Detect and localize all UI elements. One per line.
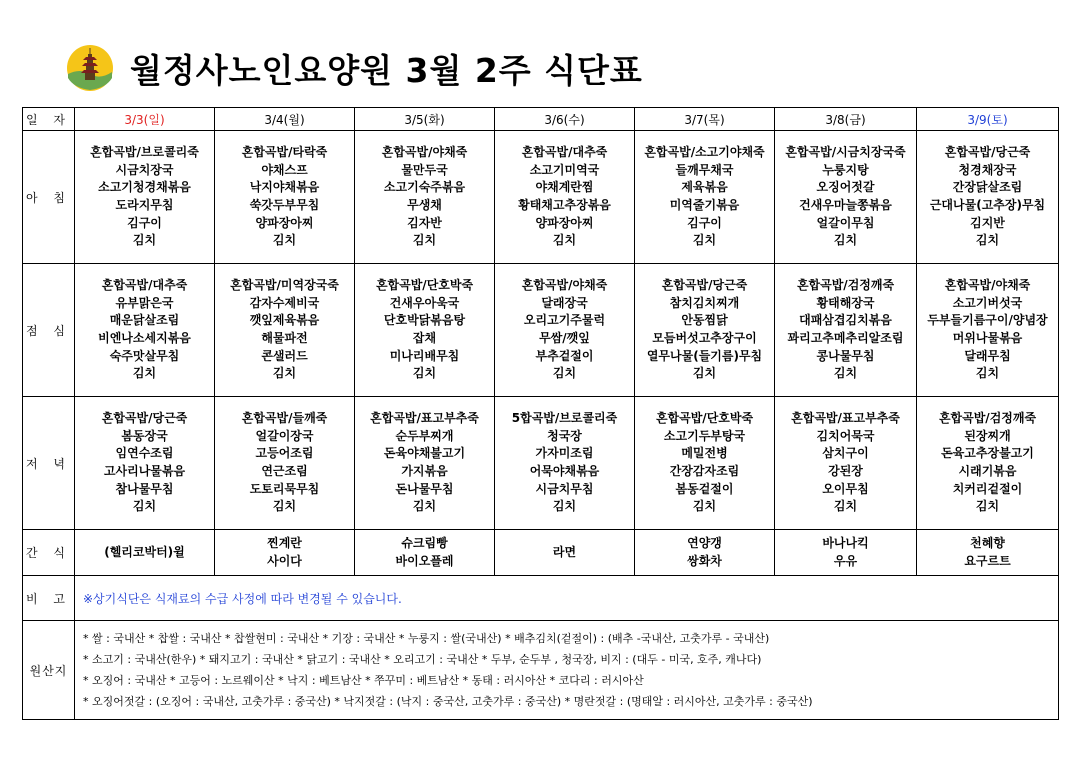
row-label-lunch: 점 심 <box>23 264 75 397</box>
dish-item: 양파장아찌 <box>535 215 594 230</box>
dish-item: 김치 <box>552 233 577 248</box>
dish-item: 혼합곡밥/당근죽 <box>661 277 748 292</box>
dish-item: 소고기버섯국 <box>952 295 1023 310</box>
dish-item: 바나나킥 <box>822 535 869 550</box>
row-label-snack: 간 식 <box>23 530 75 576</box>
dish-item: 혼합곡밥/브로콜리죽 <box>90 144 199 159</box>
dish-item: 강된장 <box>828 464 863 478</box>
dish-item: 김치 <box>692 366 717 381</box>
dish-item: 우유 <box>833 553 858 568</box>
dish-item: 양파장아찌 <box>255 215 314 230</box>
dish-item: 순두부찌개 <box>395 428 454 443</box>
meal-cell <box>355 397 495 530</box>
dish-item: 봄동장국 <box>121 428 168 443</box>
meal-cell <box>75 530 215 576</box>
dish-item: 건새우마늘쫑볶음 <box>799 198 892 212</box>
meal-cell <box>775 530 917 576</box>
dish-item: 깻잎제육볶음 <box>249 313 320 328</box>
dish-item: 미역줄기볶음 <box>669 198 740 212</box>
dish-item: 제육볶음 <box>681 180 728 195</box>
dish-item: 김치 <box>272 499 297 514</box>
origin-line: * 소고기 : 국내산(한우) * 돼지고기 : 국내산 * 닭고기 : 국내산 * 오리고기 : 국내산 * 두부, 순두부 , 청국장, 비지 : (대두 - 미국, 호주, 캐나다) <box>83 653 762 666</box>
dish-item: 혼합곡밥/들깨죽 <box>241 410 328 425</box>
dish-item: 건새우아욱국 <box>389 295 460 310</box>
dish-item: 김치 <box>272 366 297 381</box>
meal-cell <box>215 131 355 264</box>
dish-item: 들깨무채국 <box>675 162 734 177</box>
dish-item: 혼합곡밥/대추죽 <box>521 144 608 159</box>
dish-item: 혼합곡밥/시금치장국죽 <box>785 144 906 159</box>
dish-item: 숙주맛살무침 <box>109 348 180 363</box>
dish-item: 두부들기름구이/양념장 <box>927 313 1048 328</box>
dish-item: 어묵야채볶음 <box>529 464 600 478</box>
dish-item: 혼합곡밥/타락죽 <box>241 144 328 159</box>
dish-item: 낙지야채볶음 <box>249 180 320 195</box>
dish-item: 콘샐러드 <box>261 348 308 363</box>
meal-cell <box>775 131 917 264</box>
origin-line: * 쌀 : 국내산 * 찹쌀 : 국내산 * 찹쌀현미 : 국내산 * 기장 : 국내산 * 누룽지 : 쌀(국내산) * 배추김치(겉절이) : (배추 -국내산, 고춧가루 - 국내산) <box>83 632 770 645</box>
day-header: 3/7(목) <box>635 108 775 131</box>
dish-item: 김치 <box>975 499 1000 514</box>
dish-item: 청경채장국 <box>958 162 1017 177</box>
meal-cell <box>75 264 215 397</box>
dish-item: 부추겉절이 <box>535 348 594 363</box>
dish-item: 시래기볶음 <box>958 464 1017 478</box>
row-label-note: 비 고 <box>23 576 75 621</box>
dish-item: 가자미조림 <box>535 446 594 461</box>
dish-item: 돈육고추장불고기 <box>941 446 1034 461</box>
dish-item: 콩나물무침 <box>816 348 875 363</box>
origin-row <box>23 621 1059 720</box>
dish-item: 김치 <box>975 233 1000 248</box>
meal-cell <box>495 530 635 576</box>
dish-item: 해물파전 <box>261 331 308 345</box>
dish-item: 무쌈/깻잎 <box>539 331 590 345</box>
dish-item: 김치 <box>692 499 717 514</box>
dish-item: 황태해장국 <box>816 295 875 310</box>
dish-item: 돈육야채불고기 <box>383 446 466 461</box>
dish-item: 봄동겉절이 <box>675 481 734 496</box>
origin-line: * 오징어젓갈 : (오징어 : 국내산, 고춧가루 : 중국산) * 낙지젓갈 : (낙지 : 중국산, 고춧가루 : 중국산) * 명란젓갈 : (명태알 : 러시아산, 고춧가루 : 중국산) <box>83 695 813 708</box>
dish-item: 혼합곡밥/검정깨죽 <box>796 277 895 292</box>
dish-item: 김치 <box>552 366 577 381</box>
meal-cell <box>215 530 355 576</box>
row-label-date: 일 자 <box>23 108 75 131</box>
snack-row <box>23 530 1059 576</box>
dish-item: 달래무침 <box>964 348 1011 363</box>
dish-item: 혼합곡밥/표고부추죽 <box>370 410 479 425</box>
dish-item: 김치 <box>692 233 717 248</box>
dish-item: 슈크림빵 <box>401 535 448 550</box>
meal-cell <box>917 131 1059 264</box>
dish-item: 유부맑은국 <box>115 295 174 310</box>
dish-item: 시금치장국 <box>115 162 174 177</box>
meal-cell <box>215 264 355 397</box>
day-header: 3/8(금) <box>775 108 917 131</box>
dish-item: 김치 <box>552 499 577 514</box>
dish-item: 꽈리고추메추리알조림 <box>787 331 904 345</box>
dish-item: 혼합곡밥/당근죽 <box>101 410 188 425</box>
dinner-row <box>23 397 1059 530</box>
dish-item: 오리고기주물럭 <box>523 313 606 328</box>
dish-item: 물만두국 <box>401 162 448 177</box>
dish-item: 혼합곡밥/야채죽 <box>381 144 468 159</box>
dish-item: 김구이 <box>687 215 722 230</box>
dish-item: 삼치구이 <box>822 446 869 461</box>
dish-item: 김치 <box>412 366 437 381</box>
dish-item: 김치 <box>975 366 1000 381</box>
dish-item: 비엔나소세지볶음 <box>98 331 191 345</box>
dish-item: 얼갈이장국 <box>255 428 314 443</box>
breakfast-row <box>23 131 1059 264</box>
day-header: 3/9(토) <box>917 108 1059 131</box>
dish-item: 얼갈이무침 <box>816 215 875 230</box>
dish-item: 된장찌개 <box>964 428 1011 443</box>
dish-item: 청국장 <box>547 428 582 443</box>
dish-item: 혼합곡밥/대추죽 <box>101 277 188 292</box>
meal-cell <box>917 397 1059 530</box>
dish-item: 혼합곡밥/야채죽 <box>944 277 1031 292</box>
meal-cell <box>635 397 775 530</box>
dish-item: 혼합곡밥/당근죽 <box>944 144 1031 159</box>
dish-item: 고등어조림 <box>255 446 314 461</box>
meal-cell <box>635 530 775 576</box>
dish-item: 요구르트 <box>964 553 1011 568</box>
dish-item: 혼합곡밥/야채죽 <box>521 277 608 292</box>
meal-cell <box>917 530 1059 576</box>
dish-item: 쌍화차 <box>687 553 722 568</box>
dish-item: 머위나물볶음 <box>952 331 1023 345</box>
day-header: 3/6(수) <box>495 108 635 131</box>
dish-item: 무생채 <box>407 198 442 212</box>
dish-item: 도토리묵무침 <box>249 481 320 496</box>
meal-cell <box>355 264 495 397</box>
origin-line: * 오징어 : 국내산 * 고등어 : 노르웨이산 * 낙지 : 베트남산 * 쭈꾸미 : 베트남산 * 동태 : 러시아산 * 코다리 : 러시아산 <box>83 674 644 687</box>
dish-item: 5합곡밥/브로콜리죽 <box>511 410 618 425</box>
dish-item: 소고기숙주볶음 <box>383 180 466 195</box>
dish-item: 누룽지탕 <box>822 162 869 177</box>
dish-item: 혼합곡밥/검정깨죽 <box>938 410 1037 425</box>
row-label-breakfast: 아 침 <box>23 131 75 264</box>
meal-cell <box>75 131 215 264</box>
dish-item: 바이오플레 <box>395 553 454 568</box>
meal-cell <box>495 131 635 264</box>
dish-item: 혼합곡밥/미역장국죽 <box>230 277 339 292</box>
note-row <box>23 576 1059 621</box>
dish-item: 대패삼겹김치볶음 <box>799 313 892 328</box>
meal-cell <box>635 131 775 264</box>
dish-item: 시금치무침 <box>535 481 594 496</box>
dish-item: 가지볶음 <box>401 464 448 478</box>
dish-item: 김치 <box>412 499 437 514</box>
dish-item: 고사리나물볶음 <box>103 464 186 478</box>
meal-cell <box>215 397 355 530</box>
dish-item: 김치어묵국 <box>816 428 875 443</box>
dish-item: 혼합곡밥/단호박죽 <box>655 410 754 425</box>
dish-item: 참치김치찌개 <box>669 295 740 310</box>
row-label-origin: 원산지 <box>23 621 75 720</box>
day-header: 3/5(화) <box>355 108 495 131</box>
dish-item: 메밀전병 <box>681 446 728 461</box>
menu-table <box>22 107 1059 720</box>
dish-item: 김지반 <box>970 215 1005 230</box>
dish-item: 김치 <box>272 233 297 248</box>
dish-item: 김자반 <box>407 215 442 230</box>
meal-cell <box>495 397 635 530</box>
dish-item: 안동찜닭 <box>681 313 728 328</box>
meal-cell <box>495 264 635 397</box>
dish-item: 김치 <box>132 233 157 248</box>
dish-item: 소고기미역국 <box>529 162 600 177</box>
day-header: 3/4(월) <box>215 108 355 131</box>
dish-item: 김구이 <box>127 215 162 230</box>
dish-item: 혼합곡밥/단호박죽 <box>375 277 474 292</box>
dish-item: 열무나물(들기름)무침 <box>646 348 763 363</box>
dish-item: 사이다 <box>267 553 302 568</box>
dish-item: 야채계란찜 <box>535 180 594 195</box>
dish-item: 감자수제비국 <box>249 295 320 310</box>
dish-item: 혼합곡밥/표고부추죽 <box>791 410 900 425</box>
dish-item: 찐계란 <box>267 535 302 550</box>
dish-item: 소고기청경채볶음 <box>98 180 191 195</box>
lunch-row <box>23 264 1059 397</box>
dish-item: (헬리코박터)윌 <box>104 544 185 559</box>
dish-item: 혼합곡밥/소고기야채죽 <box>644 144 765 159</box>
meal-cell <box>775 397 917 530</box>
dish-item: 모듬버섯고추장구이 <box>652 331 757 345</box>
dish-item: 치커리겉절이 <box>952 481 1023 496</box>
dish-item: 근대나물(고추장)무침 <box>929 198 1046 212</box>
meal-cell <box>635 264 775 397</box>
meal-cell <box>917 264 1059 397</box>
dish-item: 참나물무침 <box>115 481 174 496</box>
dish-item: 김치 <box>132 499 157 514</box>
dish-item: 간장감자조림 <box>669 464 740 478</box>
page-title: 월정사노인요양원 3월 2주 식단표 <box>130 50 643 90</box>
note-text: ※상기식단은 식재료의 수급 사정에 따라 변경될 수 있습니다. <box>75 576 1059 621</box>
origin-info <box>75 621 1059 720</box>
meal-cell <box>775 264 917 397</box>
pagoda-logo-icon <box>66 44 114 92</box>
dish-item: 황태채고추장볶음 <box>518 198 611 212</box>
dish-item: 오이무침 <box>822 481 869 496</box>
dish-item: 돈나물무침 <box>395 481 454 496</box>
date-row <box>23 108 1059 131</box>
dish-item: 김치 <box>833 499 858 514</box>
dish-item: 연근조림 <box>261 464 308 478</box>
dish-item: 소고기두부탕국 <box>663 428 746 443</box>
dish-item: 김치 <box>132 366 157 381</box>
dish-item: 김치 <box>833 366 858 381</box>
dish-item: 쑥갓두부무침 <box>249 198 320 212</box>
dish-item: 야채스프 <box>261 162 308 177</box>
dish-item: 라면 <box>552 544 577 559</box>
dish-item: 미나리배무침 <box>389 348 460 363</box>
dish-item: 잡채 <box>412 331 437 345</box>
dish-item: 매운닭살조림 <box>109 313 180 328</box>
dish-item: 천혜향 <box>970 535 1005 550</box>
dish-item: 연양갱 <box>687 535 722 550</box>
day-header: 3/3(일) <box>75 108 215 131</box>
header <box>66 40 643 96</box>
meal-cell <box>355 530 495 576</box>
dish-item: 김치 <box>412 233 437 248</box>
dish-item: 단호박닭볶음탕 <box>383 313 466 328</box>
meal-cell <box>355 131 495 264</box>
dish-item: 달래장국 <box>541 295 588 310</box>
dish-item: 김치 <box>833 233 858 248</box>
dish-item: 도라지무침 <box>115 198 174 212</box>
dish-item: 간장닭살조림 <box>952 180 1023 195</box>
row-label-dinner: 저 녁 <box>23 397 75 530</box>
dish-item: 오징어젓갈 <box>816 180 875 195</box>
meal-cell <box>75 397 215 530</box>
dish-item: 임연수조림 <box>115 446 174 461</box>
